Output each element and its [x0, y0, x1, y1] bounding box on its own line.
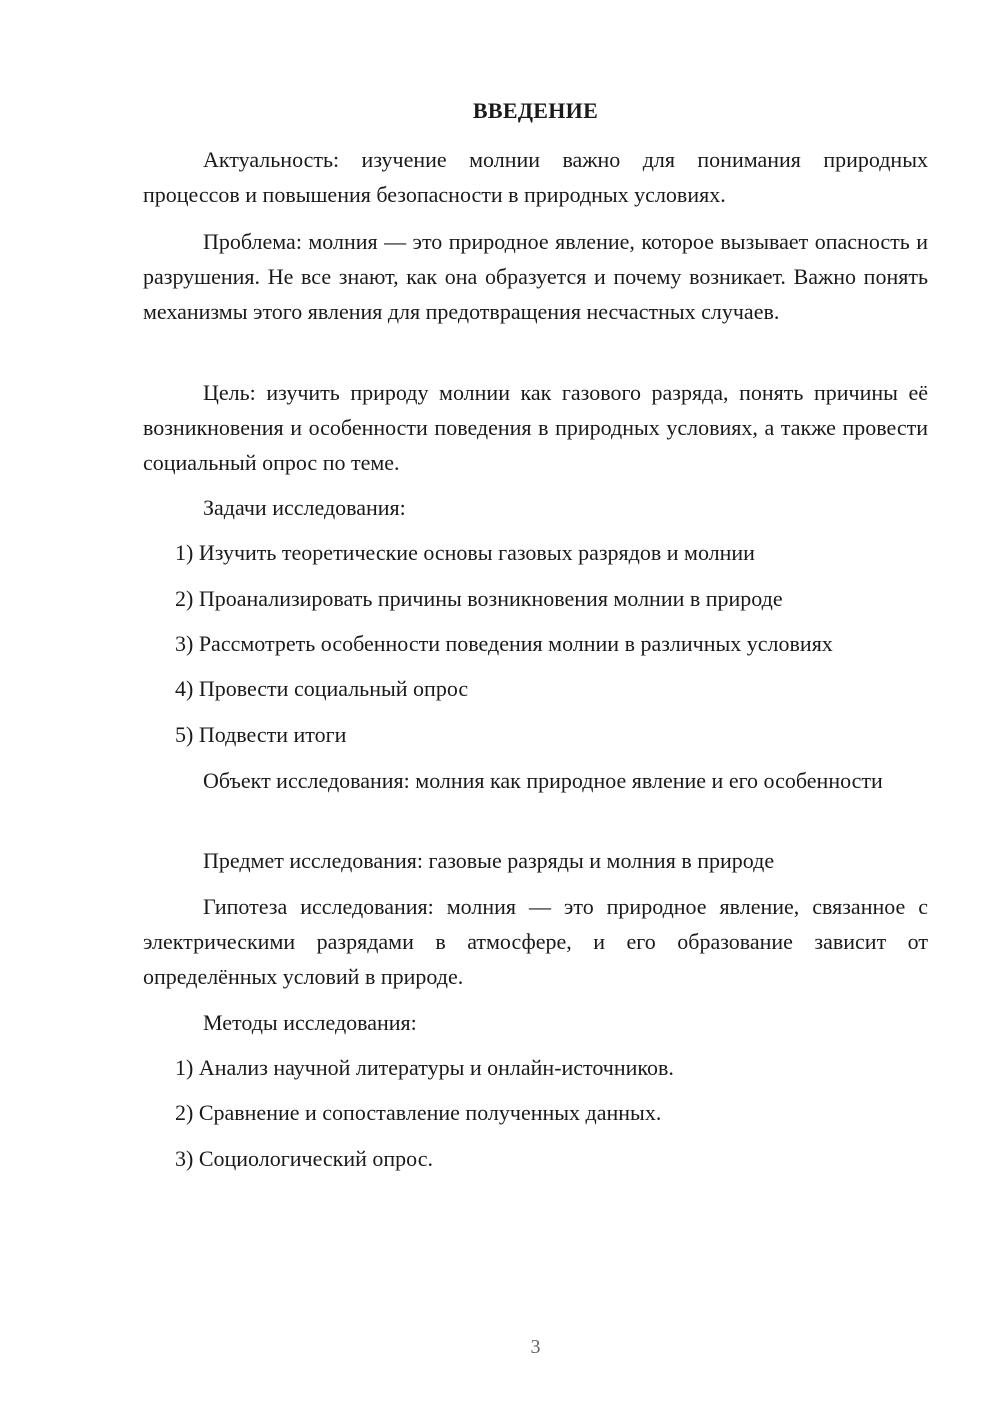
task-item: 3) Рассмотреть особенности поведения молнии в различных условиях: [175, 631, 833, 656]
relevance-paragraph: Актуальность: изучение молнии важно для понимания природных процессов и повышения безопасности в природных условиях.: [143, 147, 928, 207]
task-item: 4) Провести социальный опрос: [175, 676, 469, 701]
method-item: 1) Анализ научной литературы и онлайн-источников.: [175, 1055, 674, 1080]
section-title: ВВЕДЕНИЕ: [472, 98, 599, 123]
tasks-heading: Задачи исследования:: [203, 495, 406, 520]
document-page: [143, 0, 928, 1414]
problem-paragraph: Проблема: молния — это природное явление, которое вызывает опасность и разрушения. Не все знают, как она образуется и почему возникает. Важно понять механизмы этого явления для предотвращения несчастных случаев.: [143, 229, 928, 324]
methods-heading: Методы исследования:: [203, 1010, 417, 1035]
subject-paragraph: Предмет исследования: газовые разряды и молния в природе: [203, 848, 775, 873]
object-paragraph: Объект исследования: молния как природное явление и его особенности: [203, 768, 883, 793]
method-item: 2) Сравнение и сопоставление полученных данных.: [175, 1100, 662, 1125]
page-number: 3: [530, 1336, 541, 1358]
hypothesis-paragraph: Гипотеза исследования: молния — это природное явление, связанное с электрическими разрядами в атмосфере, и его образование зависит от определённых условий в природе.: [143, 894, 928, 989]
task-item: 2) Проанализировать причины возникновения молнии в природе: [175, 586, 783, 611]
task-item: 5) Подвести итоги: [175, 722, 347, 747]
method-item: 3) Социологический опрос.: [175, 1146, 433, 1171]
goal-paragraph: Цель: изучить природу молнии как газового разряда, понять причины её возникновения и особенности поведения в природных условиях, а также провести социальный опрос по теме.: [143, 380, 928, 475]
task-item: 1) Изучить теоретические основы газовых разрядов и молнии: [175, 540, 755, 565]
